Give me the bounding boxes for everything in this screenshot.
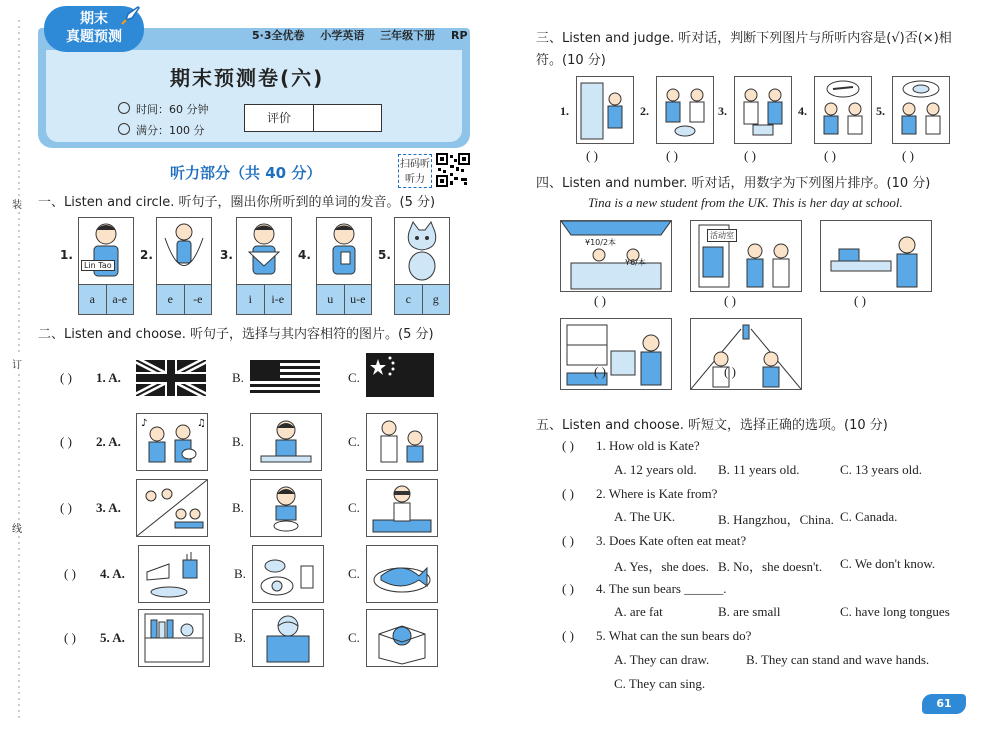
nametag-text: Lin Tao	[81, 260, 115, 271]
part5-answer-3[interactable]: ( )	[562, 533, 574, 548]
part1-card-4	[316, 217, 372, 315]
part2-c-3: C.	[348, 500, 360, 515]
option-a[interactable]: a	[79, 285, 107, 314]
option-b[interactable]: i-e	[271, 292, 285, 306]
check-circle-icon	[118, 123, 130, 135]
svg-text:♫: ♫	[197, 418, 206, 429]
part1-num-3: 3.	[220, 248, 233, 262]
boy-nametag-picture	[79, 218, 133, 285]
lunch-table-icon	[821, 221, 931, 291]
open-box-icon	[367, 610, 437, 666]
part2-b-5: B.	[234, 630, 246, 645]
cat-icon	[395, 218, 449, 284]
part3-answer-4[interactable]: ( )	[824, 148, 836, 163]
girl-skipping-icon	[157, 218, 211, 284]
evaluation-label: 评价	[245, 105, 314, 131]
girl-bowl-icon	[251, 480, 321, 536]
girl-desk-icon	[251, 414, 321, 470]
part2-num-1: 1. A.	[96, 370, 121, 385]
clock-icon	[118, 102, 130, 114]
part4-activity-room-picture	[690, 220, 802, 292]
part3-picture-2	[656, 76, 714, 144]
part4-playground-picture	[690, 318, 802, 390]
shop-counter-icon	[561, 221, 671, 291]
badge-line2: 真题预测	[66, 29, 122, 45]
option-pair	[157, 285, 211, 314]
part5-q4-option-c: C. have long tongues	[840, 604, 950, 619]
door-kids-icon	[577, 77, 633, 143]
cat-picture	[395, 218, 449, 285]
part2-answer-3[interactable]: ( )	[60, 500, 72, 515]
blindfold-girl-icon	[367, 480, 437, 536]
band-playing-picture	[136, 413, 208, 471]
boy-figure-icon	[79, 218, 133, 284]
part1-num-5: 5.	[378, 248, 391, 262]
time-line	[118, 101, 209, 117]
part3-picture-1	[576, 76, 634, 144]
part4-answer-4[interactable]: ( )	[594, 364, 606, 379]
part2-answer-1[interactable]: ( )	[60, 370, 72, 385]
musicians-icon	[137, 414, 207, 470]
page-title: 期末预测卷(六)	[170, 66, 325, 90]
part3-answer-1[interactable]: ( )	[586, 148, 598, 163]
part3-picture-3	[734, 76, 792, 144]
price-sign-2: ¥6/本	[625, 258, 646, 267]
binding-char-2: 订	[12, 356, 22, 371]
boy-with-cup-picture	[317, 218, 371, 285]
library-icon	[561, 319, 671, 389]
part5-q5-option-c: C. They can sing.	[614, 676, 706, 691]
fish-plate-icon	[367, 546, 437, 602]
part5-q5-option-a: A. They can draw.	[614, 652, 710, 667]
ball-in-box-picture	[366, 609, 438, 667]
part5-q2-option-b: B. Hangzhou，China.	[718, 512, 834, 527]
part4-shop-picture	[560, 220, 672, 292]
kids-books-icon	[735, 77, 791, 143]
kids-food-icon	[893, 77, 949, 143]
part2-c-1: C.	[348, 370, 360, 385]
evaluation-field[interactable]	[314, 105, 381, 131]
ball-box-icon	[253, 610, 323, 666]
doctor-child-icon	[367, 414, 437, 470]
part5-q1-option-a: A. 12 years old.	[614, 462, 697, 477]
series-label: 5·3全优卷	[252, 29, 305, 42]
part2-num-2: 2. A.	[96, 434, 121, 449]
kids-dog-icon	[657, 77, 713, 143]
part2-b-3: B.	[232, 500, 244, 515]
students-icon	[137, 480, 207, 536]
part2-num-3: 3. A.	[96, 500, 121, 515]
fish-dish-picture	[366, 545, 438, 603]
food-icon	[139, 546, 209, 602]
girl-eating-picture	[250, 479, 322, 537]
part5-title: 五、Listen and choose. 听短文，选择正确的选项。(10 分)	[536, 418, 888, 433]
doctor-picture	[366, 413, 438, 471]
part2-answer-5[interactable]: ( )	[64, 630, 76, 645]
blindfold-game-picture	[366, 479, 438, 537]
part3-answer-5[interactable]: ( )	[902, 148, 914, 163]
part2-title: 二、Listen and choose. 听句子，选择与其内容相符的图片。(5 分)	[38, 327, 434, 342]
option-b[interactable]: u-e	[350, 292, 366, 306]
part5-q4-option-a: A. are fat	[614, 604, 663, 619]
part4-answer-3[interactable]: ( )	[854, 293, 866, 308]
option-pair	[79, 285, 133, 314]
page-number: 61	[922, 694, 966, 714]
part5-q4-option-b: B. are small	[718, 604, 781, 619]
part5-q3-option-c: C. We don't know.	[840, 556, 936, 571]
part5-question-2: 2. Where is Kate from?	[596, 486, 718, 501]
girl-skipping-picture	[157, 218, 211, 285]
option-b[interactable]: a-e	[112, 292, 128, 306]
boy-with-kite-picture	[237, 218, 291, 285]
us-flag-icon	[250, 360, 320, 396]
part3-num-5: 5.	[876, 104, 885, 118]
score-line	[118, 122, 205, 138]
classroom-picture	[136, 479, 208, 537]
evaluation-box	[244, 104, 382, 132]
binding-char-3: 线	[12, 520, 22, 535]
part3-answer-2[interactable]: ( )	[666, 148, 678, 163]
score-text: 满分：100 分	[136, 124, 205, 137]
kids-pencil-icon	[815, 77, 871, 143]
subject-label: 小学英语	[320, 29, 365, 42]
part3-num-4: 4.	[798, 104, 807, 118]
part3-num-2: 2.	[640, 104, 649, 118]
part3-num-3: 3.	[718, 104, 727, 118]
part3-num-1: 1.	[560, 104, 569, 118]
part5-q2-option-a: A. The UK.	[614, 509, 676, 524]
part5-question-5: 5. What can the sun bears do?	[596, 628, 752, 643]
part2-answer-4[interactable]: ( )	[64, 566, 76, 581]
part2-b-2: B.	[232, 434, 244, 449]
boy-cup-icon	[317, 218, 371, 284]
grade-label: 三年级下册	[380, 29, 436, 42]
part2-num-4: 4. A.	[100, 566, 125, 581]
part1-title: 一、Listen and circle. 听句子，圈出你所听到的单词的发音。(5 分)	[38, 195, 436, 210]
part4-lunch-picture	[820, 220, 932, 292]
part3-picture-4	[814, 76, 872, 144]
part5-question-4: 4. The sun bears ______.	[596, 581, 727, 596]
part5-answer-5[interactable]: ( )	[562, 628, 574, 643]
edition-label: RP	[451, 29, 468, 42]
part1-card-2	[156, 217, 212, 315]
svg-text:♪: ♪	[141, 418, 148, 429]
ball-on-box-picture	[252, 609, 324, 667]
egg-milk-icon	[253, 546, 323, 602]
part5-question-3: 3. Does Kate often eat meat?	[596, 533, 747, 548]
part4-answer-5[interactable]: ( )	[724, 364, 736, 379]
part4-answer-1[interactable]: ( )	[594, 293, 606, 308]
part5-answer-1[interactable]: ( )	[562, 438, 574, 453]
part5-q1-option-c: C. 13 years old.	[840, 462, 922, 477]
part5-answer-4[interactable]: ( )	[562, 581, 574, 596]
bookshelf-icon	[139, 610, 209, 666]
part3-answer-3[interactable]: ( )	[744, 148, 756, 163]
part2-num-5: 5. A.	[100, 630, 125, 645]
uk-flag-icon	[136, 360, 206, 396]
part5-question-1: 1. How old is Kate?	[596, 438, 700, 453]
part2-c-2: C.	[348, 434, 360, 449]
option-a[interactable]: i	[237, 285, 265, 314]
part5-answer-2[interactable]: ( )	[562, 486, 574, 501]
room-sign: 活动室	[707, 229, 737, 242]
option-b[interactable]: g	[432, 292, 439, 306]
bookshelf-picture	[138, 609, 210, 667]
rocket-icon	[118, 4, 142, 28]
listening-section-title: 听力部分（共 40 分）	[170, 164, 322, 182]
part1-card-1	[78, 217, 134, 315]
option-pair	[317, 285, 371, 314]
part4-intro: Tina is a new student from the UK. This is her day at school.	[588, 195, 903, 210]
part3-title-line1	[536, 28, 966, 72]
part1-num-4: 4.	[298, 248, 311, 262]
part5-q2-option-c: C. Canada.	[840, 509, 898, 524]
part4-library-picture	[560, 318, 672, 390]
breakfast-picture	[252, 545, 324, 603]
part1-card-5	[394, 217, 450, 315]
part1-num-1: 1.	[60, 248, 73, 262]
option-a[interactable]: c	[395, 285, 423, 314]
badge-line1: 期末	[80, 11, 108, 27]
time-text: 时间：60 分钟	[136, 103, 209, 116]
price-sign-1: ¥10/2本	[585, 238, 617, 247]
option-a[interactable]: u	[317, 285, 345, 314]
part2-b-1: B.	[232, 370, 244, 385]
part2-b-4: B.	[234, 566, 246, 581]
part2-answer-2[interactable]: ( )	[60, 434, 72, 449]
part5-q5-option-b: B. They can stand and wave hands.	[746, 652, 930, 667]
part4-answer-2[interactable]: ( )	[724, 293, 736, 308]
part2-c-4: C.	[348, 566, 360, 581]
part5-q3-option-a: A. Yes，she does.	[614, 559, 709, 574]
part5-q1-option-b: B. 11 years old.	[718, 462, 800, 477]
part3-title: 三、Listen and judge. 听对话，判断下列图片与所听内容是(√)否(×)相符。(10 分)	[536, 31, 952, 68]
qr-code-icon[interactable]	[436, 153, 470, 187]
part5-q3-option-b: B. No，she doesn't.	[718, 559, 823, 574]
option-pair	[395, 285, 449, 314]
part2-c-5: C.	[348, 630, 360, 645]
header-topline	[252, 27, 480, 43]
part3-picture-5	[892, 76, 950, 144]
part4-title: 四、Listen and number. 听对话，用数字为下列图片排序。(10 分)	[536, 176, 931, 191]
part1-num-2: 2.	[140, 248, 153, 262]
girl-drawing-picture	[250, 413, 322, 471]
china-flag-icon	[366, 353, 434, 397]
boy-kite-icon	[237, 218, 291, 284]
playground-icon	[691, 319, 801, 389]
qr-label: 扫码听听力	[398, 154, 432, 188]
part1-card-3	[236, 217, 292, 315]
cake-fries-picture	[138, 545, 210, 603]
binding-char-1: 装	[12, 196, 22, 211]
option-b[interactable]: -e	[193, 292, 203, 306]
option-pair	[237, 285, 291, 314]
option-a[interactable]: e	[157, 285, 185, 314]
